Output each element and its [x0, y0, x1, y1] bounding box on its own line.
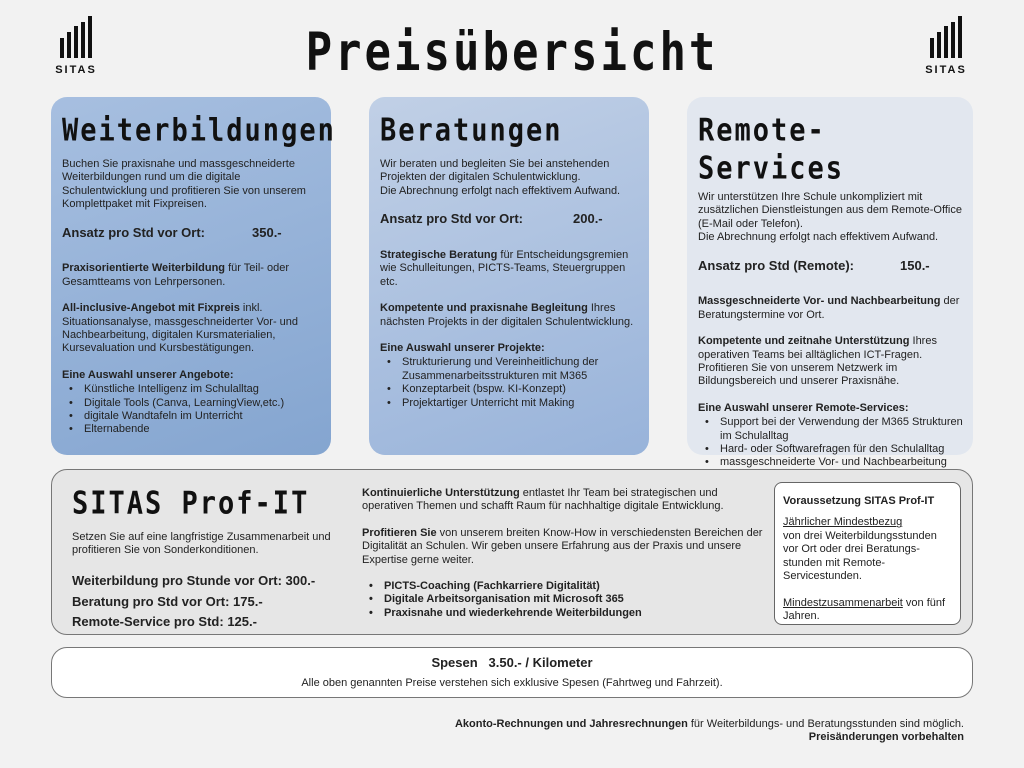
offer-list	[62, 383, 321, 437]
footer-notes	[455, 718, 964, 745]
prof-it-rates	[72, 571, 357, 633]
paragraph-bold: Kontinuierliche Unterstützung	[362, 487, 520, 499]
spesen-box	[51, 647, 973, 698]
box-requirement-2	[783, 597, 952, 624]
paragraph-bold: Praxisorientierte Weiterbildung	[62, 262, 226, 275]
box-title: Voraussetzung SITAS Prof-IT	[783, 495, 935, 507]
rate-line	[380, 211, 639, 227]
list-title: Eine Auswahl unserer Angebote:	[62, 368, 234, 381]
page-title: Preisübersicht	[305, 21, 719, 84]
service-list	[698, 416, 963, 470]
list-title: Eine Auswahl unserer Projekte:	[380, 342, 545, 355]
rate-value: 200.-	[573, 211, 603, 227]
paragraph-bold: Massgeschneiderte Vor- und Nachbearbeitung	[698, 295, 941, 308]
rate-label: Ansatz pro Std vor Ort:	[380, 211, 524, 227]
card-paragraph	[698, 335, 963, 389]
prof-it-requirements-box	[774, 482, 961, 625]
rate-line: Beratung pro Std vor Ort: 175.-	[72, 593, 263, 609]
card-remote-services	[687, 97, 973, 469]
paragraph-bold: Strategische Beratung	[380, 249, 498, 262]
list-item: • Hard- oder Softwarefragen für den Schulalltag	[698, 443, 963, 456]
spesen-title: Spesen 3.50.- / Kilometer	[431, 655, 593, 670]
card-paragraph	[698, 295, 963, 322]
card-paragraph	[62, 262, 321, 289]
rate-label: Ansatz pro Std (Remote):	[698, 257, 854, 273]
list-item: • Projektartiger Unterricht mit Making	[380, 397, 639, 410]
card-heading: Weiterbildungen	[62, 113, 336, 149]
card-heading: Remote-Services	[698, 113, 845, 187]
rate-value: 150.-	[900, 257, 930, 273]
footer-line-2: Preisänderungen vorbehalten	[808, 731, 964, 744]
rate-line: Weiterbildung pro Stunde vor Ort: 300.-	[72, 572, 316, 588]
logo-text: SITAS	[925, 64, 967, 76]
card-beratungen	[369, 97, 649, 455]
list-title: Eine Auswahl unserer Remote-Services:	[698, 401, 909, 414]
card-intro-2: Die Abrechnung erfolgt nach effektivem Aufwand.	[698, 231, 939, 244]
card-intro: Buchen Sie praxisnahe und massgeschneiderte Weiterbildungen rund um die digitale Schulentwicklung und profitieren Sie von unserem Komplettpaket mit Fixpreisen.	[62, 157, 306, 211]
footer-text: für Weiterbildungs- und Beratungsstunden sind möglich.	[687, 718, 964, 730]
box-requirement-1	[783, 516, 952, 583]
list-item: • Support bei der Verwendung der M365 Strukturen im Schulalltag	[698, 416, 963, 443]
rate-line	[62, 225, 321, 241]
footer-line-1	[455, 718, 964, 731]
card-paragraph	[380, 249, 639, 289]
list-item: • Strukturierung und Vereinheitlichung der Zusammenarbeitsstrukturen mit M365	[380, 356, 639, 383]
rate-line	[698, 258, 963, 274]
card-intro-2: Die Abrechnung erfolgt nach effektivem Aufwand.	[380, 184, 621, 197]
prof-it-section	[51, 469, 973, 635]
card-heading: Beratungen	[380, 113, 563, 149]
list-item: • Elternabende	[62, 423, 321, 436]
logo-text: SITAS	[55, 64, 97, 76]
card-paragraph	[380, 302, 639, 329]
card-paragraph	[62, 302, 321, 356]
card-intro: Wir beraten und begleiten Sie bei anstehenden Projekten der digitalen Schulentwicklung.	[380, 157, 610, 184]
list-item: • Digitale Arbeitsorganisation mit Microsoft 365	[362, 593, 767, 606]
prof-it-heading: SITAS Prof-IT	[72, 486, 310, 522]
paragraph-text: für Teil- oder Gesamtteams von Lehrpersonen.	[62, 262, 290, 288]
prof-it-left	[72, 486, 357, 633]
requirement-title: Jährlicher Mindestbezug	[783, 516, 903, 529]
list-item: • Praxisnahe und wiederkehrende Weiterbildungen	[362, 607, 767, 620]
paragraph-text: Ihres operativen Teams bei alltäglichen ICT-Fragen. Profitieren Sie von unserem Netzwerk im Bildungsbereich und unserer Praxisnähe.	[698, 335, 937, 388]
paragraph-text: inkl. Situationsanalyse, massgeschneiderter Vor- und Nachbearbeitung, digitalen Kursmaterialien, Kursevaluation und Kursbestätigungen.	[62, 302, 299, 355]
paragraph-bold: All-inclusive-Angebot mit Fixpreis	[62, 302, 240, 315]
paragraph-text: für Entscheidungsgremien wie Schulleitungen, PICTS-Teams, Steuergruppen etc.	[380, 249, 629, 288]
requirement-title: Mindestzusammenarbeit	[783, 596, 903, 609]
list-item: • Konzeptarbeit (bspw. KI-Konzept)	[380, 383, 639, 396]
prof-it-paragraph	[362, 527, 767, 567]
requirement-text: von drei Weiterbildungsstunden vor Ort oder drei Beratungs-stunden mit Remote-Servicestunden.	[783, 529, 937, 583]
prof-it-middle	[362, 487, 767, 620]
rate-value: 350.-	[252, 224, 282, 240]
rate-line: Remote-Service pro Std: 125.-	[72, 614, 257, 630]
paragraph-bold: Kompetente und zeitnahe Unterstützung	[698, 335, 910, 348]
card-weiterbildungen	[51, 97, 336, 455]
paragraph-text: von unserem breiten Know-How in verschiedensten Bereichen der Digitalität an Schulen. Wir geben unsere Erfahrung aus der Praxis und unsere Expertise gerne weiter.	[362, 526, 763, 566]
requirement-text: von fünf Jahren.	[783, 596, 946, 623]
spesen-text: Alle oben genannten Preise verstehen sich exklusive Spesen (Fahrtweg und Fahrzeit).	[301, 676, 723, 689]
rate-label: Ansatz pro Std vor Ort:	[62, 224, 206, 240]
footer-bold: Akonto-Rechnungen und Jahresrechnungen	[454, 718, 688, 730]
paragraph-text: Ihres nächsten Projekts in der digitalen Schulentwicklung.	[380, 302, 634, 328]
paragraph-bold: Kompetente und praxisnahe Begleitung	[380, 302, 588, 315]
list-item: • massgeschneiderte Vor- und Nachbearbeitung	[698, 456, 963, 469]
paragraph-text: der Beratungstermine vor Ort.	[698, 295, 960, 321]
list-item: • digitale Wandtafeln im Unterricht	[62, 410, 321, 423]
paragraph-text: entlastet Ihr Team bei strategischen und operativen Themen und schafft Raum für nachhaltige digitale Entwicklung.	[362, 487, 724, 513]
card-intro: Wir unterstützen Ihre Schule unkompliziert mit zusätzlichen Dienstleistungen aus dem Remote-Office (E-Mail oder Telefon).	[698, 190, 962, 230]
list-item: • Digitale Tools (Canva, LearningView,etc.)	[62, 397, 321, 410]
prof-it-list	[362, 580, 767, 620]
paragraph-bold: Profitieren Sie	[362, 526, 437, 539]
list-item: • Künstliche Intelligenz im Schulalltag	[62, 383, 321, 396]
prof-it-paragraph	[362, 487, 767, 514]
project-list	[380, 356, 639, 410]
prof-it-intro: Setzen Sie auf eine langfristige Zusammenarbeit und profitieren Sie von Sonderkonditionen.	[72, 530, 331, 557]
list-item: • PICTS-Coaching (Fachkarriere Digitalität)	[362, 580, 767, 593]
